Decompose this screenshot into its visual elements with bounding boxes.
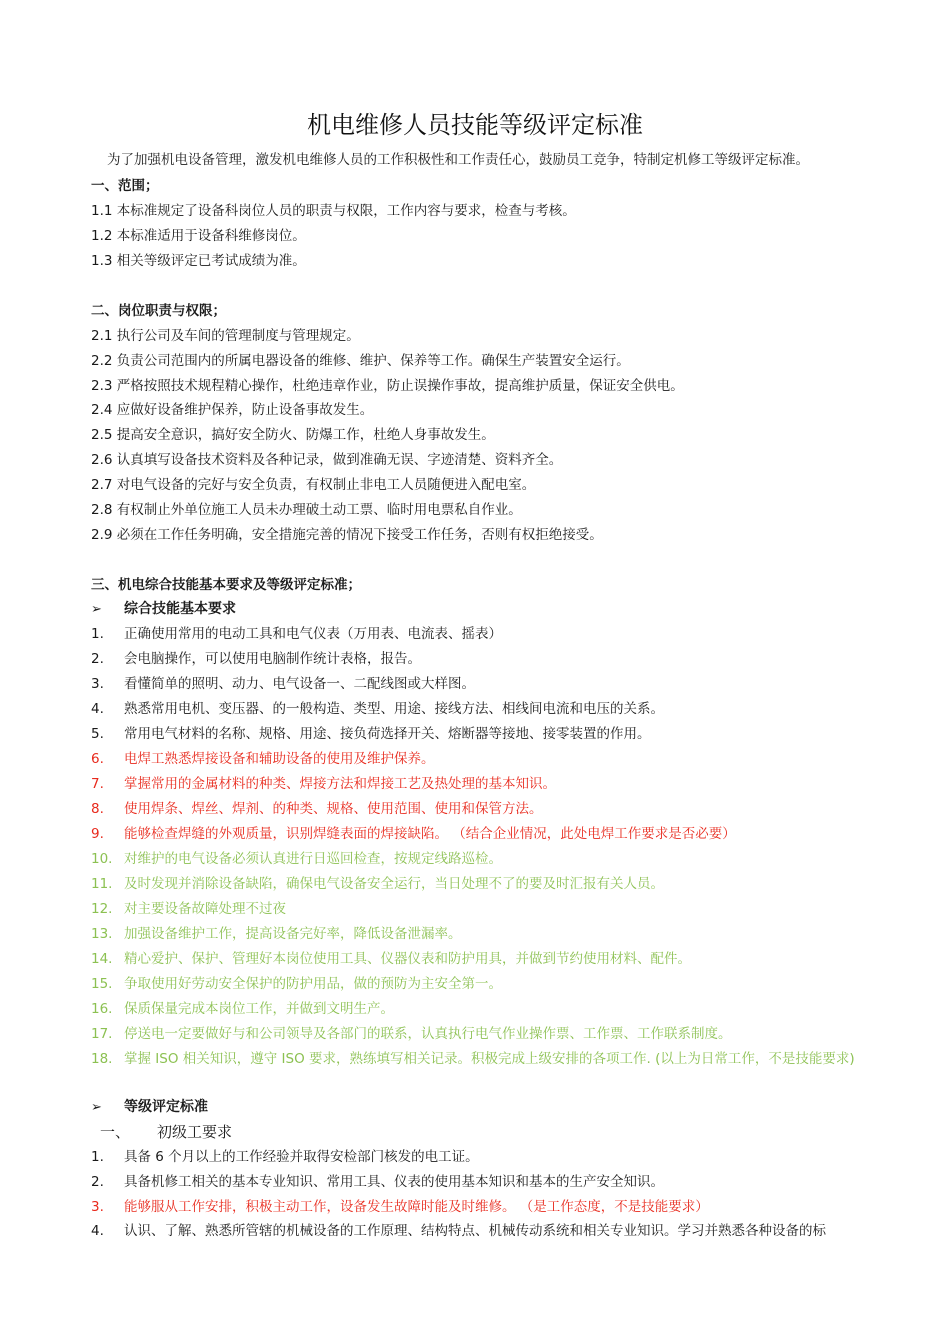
list-item: 2.7 对电气设备的完好与安全负责，有权制止非电工人员随便进入配电室。 xyxy=(91,477,536,493)
list-item: 2.3 严格按照技术规程精心操作，杜绝违章作业，防止误操作事故，提高维护质量，保证安全供电。 xyxy=(91,378,684,394)
list-item-text: 掌握 ISO 相关知识，遵守 ISO 要求，熟练填写相关记录。积极完成上级安排的各项工作. (以上为日常工作，不是技能要求) xyxy=(124,1051,855,1067)
list-item-number: 4. xyxy=(91,1223,104,1240)
list-item-number: 2. xyxy=(91,1173,104,1190)
list-item-text: 精心爱护、保护、管理好本岗位使用工具、仪器仪表和防护用具，并做到节约使用材料、配件。 xyxy=(124,951,691,967)
list-item-text: 正确使用常用的电动工具和电气仪表（万用表、电流表、摇表） xyxy=(124,626,502,642)
list-item: 2.8 有权制止外单位施工人员未办理破土动工票、临时用电票私自作业。 xyxy=(91,502,522,518)
list-item: 2.6 认真填写设备技术资料及各种记录，做到准确无误、字迹清楚、资料齐全。 xyxy=(91,452,563,468)
list-item: 2.1 执行公司及车间的管理制度与管理规定。 xyxy=(91,328,360,344)
list-item-number: 15. xyxy=(91,976,113,992)
list-item-number: 18. xyxy=(91,1051,113,1067)
list-item-number: 9. xyxy=(91,826,104,842)
arrow-bullet-icon: ➢ xyxy=(91,602,102,617)
level-number: 一、 xyxy=(100,1123,131,1141)
arrow-bullet-icon: ➢ xyxy=(91,1100,102,1115)
section-heading-duties: 二、岗位职责与权限； xyxy=(91,303,226,319)
section-heading-scope: 一、范围； xyxy=(91,178,159,194)
list-item-text: 及时发现并消除设备缺陷，确保电气设备安全运行，当日处理不了的要及时汇报有关人员。 xyxy=(124,876,664,892)
list-item-number: 17. xyxy=(91,1026,113,1042)
list-item-text: 看懂简单的照明、动力、电气设备一、二配线图或大样图。 xyxy=(124,676,475,692)
list-item-number: 5. xyxy=(91,726,104,742)
list-item-number: 12. xyxy=(91,901,113,917)
list-item-number: 4. xyxy=(91,701,104,717)
list-item-number: 7. xyxy=(91,776,104,792)
list-item-text: 认识、了解、熟悉所管辖的机械设备的工作原理、结构特点、机械传动系统和相关专业知识。学习并熟悉各种设备的标 xyxy=(124,1223,826,1240)
level-title: 初级工要求 xyxy=(157,1123,233,1141)
list-item-number: 11. xyxy=(91,876,113,892)
list-item-text: 对主要设备故障处理不过夜 xyxy=(124,901,286,917)
list-item-text: 熟悉常用电机、变压器、的一般构造、类型、用途、接线方法、相线间电流和电压的关系。 xyxy=(124,701,664,717)
page-title: 机电维修人员技能等级评定标准 xyxy=(307,111,643,139)
list-item-text: 加强设备维护工作，提高设备完好率，降低设备泄漏率。 xyxy=(124,926,462,942)
list-item-text: 保质保量完成本岗位工作，并做到文明生产。 xyxy=(124,1001,394,1017)
list-item: 1.2 本标准适用于设备科维修岗位。 xyxy=(91,228,306,244)
list-item: 2.9 必须在工作任务明确，安全措施完善的情况下接受工作任务，否则有权拒绝接受。 xyxy=(91,527,603,543)
list-item: 2.2 负责公司范围内的所属电器设备的维修、维护、保养等工作。确保生产装置安全运行。 xyxy=(91,353,630,369)
list-item-number: 13. xyxy=(91,926,113,942)
list-item-text: 停送电一定要做好与和公司领导及各部门的联系，认真执行电气作业操作票、工作票、工作联系制度。 xyxy=(124,1026,732,1042)
list-item-text: 常用电气材料的名称、规格、用途、接负荷选择开关、熔断器等接地、接零装置的作用。 xyxy=(124,726,651,742)
subheading-grading-standard: 等级评定标准 xyxy=(124,1099,208,1115)
list-item: 1.3 相关等级评定已考试成绩为准。 xyxy=(91,253,306,269)
list-item-text: 会电脑操作，可以使用电脑制作统计表格，报告。 xyxy=(124,651,421,667)
list-item-text: 具备机修工相关的基本专业知识、常用工具、仪表的使用基本知识和基本的生产安全知识。 xyxy=(124,1173,664,1190)
list-item-number: 1. xyxy=(91,626,104,642)
list-item-text: 具备 6 个月以上的工作经验并取得安检部门核发的电工证。 xyxy=(124,1149,479,1165)
list-item-number: 3. xyxy=(91,676,104,692)
list-item-text: 掌握常用的金属材料的种类、焊接方法和焊接工艺及热处理的基本知识。 xyxy=(124,776,556,792)
list-item: 1.1 本标准规定了设备科岗位人员的职责与权限，工作内容与要求，检查与考核。 xyxy=(91,203,576,219)
list-item-number: 2. xyxy=(91,651,104,667)
list-item-number: 16. xyxy=(91,1001,113,1017)
list-item-number: 6. xyxy=(91,751,104,767)
list-item-number: 14. xyxy=(91,951,113,967)
list-item-text: 电焊工熟悉焊接设备和辅助设备的使用及维护保养。 xyxy=(124,751,435,767)
list-item-number: 10. xyxy=(91,851,113,867)
list-item-text: 对维护的电气设备必须认真进行日巡回检查，按规定线路巡检。 xyxy=(124,851,502,867)
list-item-text: 争取使用好劳动安全保护的防护用品，做的预防为主安全第一。 xyxy=(124,976,502,992)
subheading-basic-requirements: 综合技能基本要求 xyxy=(124,601,236,617)
list-item-text: 能够服从工作安排，积极主动工作，设备发生故障时能及时维修。 （是工作态度，不是技能要求） xyxy=(124,1198,709,1215)
list-item: 2.4 应做好设备维护保养，防止设备事故发生。 xyxy=(91,402,374,418)
list-item-text: 使用焊条、焊丝、焊剂、的种类、规格、使用范围、使用和保管方法。 xyxy=(124,801,543,817)
section-heading-skills: 三、机电综合技能基本要求及等级评定标准； xyxy=(91,577,361,593)
intro-paragraph: 为了加强机电设备管理，激发机电维修人员的工作积极性和工作责任心，鼓励员工竞争，特制定机修工等级评定标准。 xyxy=(107,152,809,168)
list-item: 2.5 提高安全意识，搞好安全防火、防爆工作，杜绝人身事故发生。 xyxy=(91,427,495,443)
list-item-number: 1. xyxy=(91,1149,104,1165)
list-item-number: 8. xyxy=(91,801,104,817)
list-item-text: 能够检查焊缝的外观质量，识别焊缝表面的焊接缺陷。 （结合企业情况，此处电焊工作要求是否必要） xyxy=(124,826,736,842)
list-item-number: 3. xyxy=(91,1198,104,1215)
